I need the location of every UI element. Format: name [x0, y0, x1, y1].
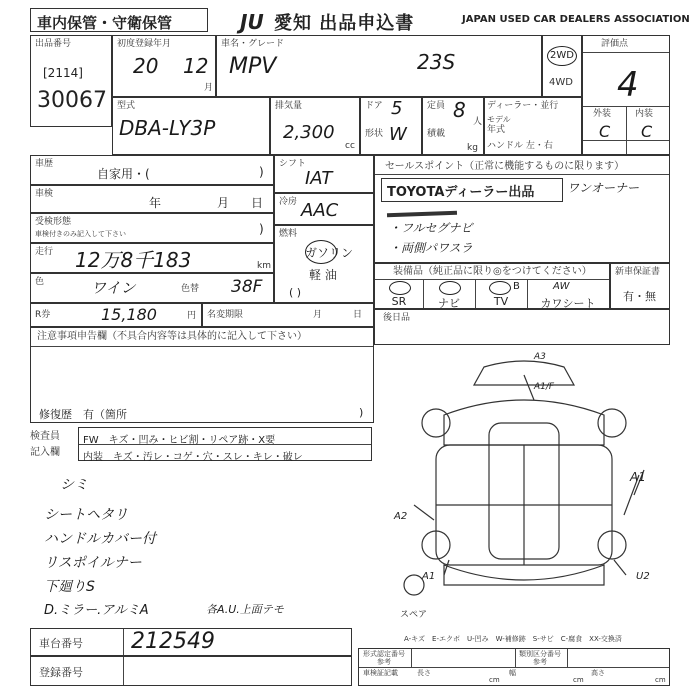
warranty-box: [610, 263, 670, 309]
shift-box: [274, 155, 374, 193]
drive-2wd-circled: 2WD: [547, 46, 577, 66]
equip-aw-mark: AW: [553, 281, 570, 292]
fuel-other: ( ): [289, 286, 302, 299]
notes-label: 注意事項申告欄（不具合内容等は具体的に記入して下さい）: [37, 331, 307, 342]
equip-circle: [489, 281, 511, 295]
first-reg-label: 初度登録年月: [117, 39, 172, 49]
name-change-label: 名変期限: [207, 310, 244, 320]
cert-cm: cm: [655, 676, 666, 684]
selling-point: ・両側パワスラ: [389, 241, 473, 255]
fuel-label: 燃料: [279, 229, 298, 239]
grade-box: [582, 35, 670, 155]
dealer-box: [484, 97, 582, 155]
car-rear: [444, 565, 604, 585]
cert-height: 高さ: [591, 669, 605, 677]
recv-form-label: 受検形態: [35, 217, 72, 227]
first-reg-box: [112, 35, 216, 97]
spare-wheel: [404, 575, 424, 595]
model-label: 車名・グレード: [221, 39, 285, 49]
name-change-day: 日: [353, 310, 363, 320]
displacement-label: 排気量: [275, 101, 303, 111]
equipment-box: [374, 263, 610, 309]
storage-badge-text: 車内保管・守衛保管: [37, 14, 173, 32]
warranty-value: 有・無: [623, 290, 656, 303]
model-name: MPV: [229, 54, 277, 79]
model-grade: 23S: [417, 50, 456, 74]
recv-form-close: ): [259, 222, 264, 236]
color-box: [30, 273, 274, 303]
tax-label: R券: [35, 310, 51, 320]
drive-4wd: 4WD: [549, 77, 573, 88]
mileage-box: [30, 243, 274, 273]
displacement-value: 2,300: [283, 122, 335, 143]
remark-line: 下廻りS: [44, 579, 95, 595]
reg-no-box: [30, 656, 352, 686]
after-label: 後日品: [383, 313, 411, 323]
chassis-number: 212549: [131, 629, 215, 654]
warranty-label: 新車保証書: [615, 267, 661, 277]
type-box: [112, 97, 270, 155]
recv-form-box: [30, 213, 274, 243]
lot-number: 30067: [37, 88, 107, 113]
fuel-gas-circle: [305, 240, 337, 264]
history-close: ): [259, 165, 264, 179]
inspection-day: 日: [251, 196, 264, 210]
lot-label: 出品番号: [35, 39, 72, 49]
lot-box: [30, 35, 112, 127]
car-diagram: [374, 345, 670, 635]
fuel-gas: ガソリン: [305, 246, 354, 260]
mileage-value: 12万8千183: [75, 248, 192, 272]
cert-class-label: 類別区分番号: [519, 650, 561, 658]
grade-score: 4: [617, 65, 639, 105]
storage-badge: [30, 8, 208, 32]
after-box: [374, 309, 670, 345]
recv-form-note: 車検付きのみ記入して下さい: [35, 230, 126, 238]
history-value: 自家用・(: [97, 167, 150, 181]
inspector-row-interior: 内装 キズ・汚レ・コゲ・穴・スレ・キレ・破レ: [83, 452, 303, 463]
car-roof-outline: [474, 361, 574, 385]
remark-line: D.ミラー.アルミA: [44, 603, 149, 618]
cert-reg-label: 車検証記載: [363, 669, 398, 677]
history-label: 車歴: [35, 159, 54, 169]
interior-grade: C: [641, 122, 653, 141]
form-title: 愛知 出品申込書: [274, 13, 415, 34]
remark-line: ハンドルカバー付: [44, 531, 156, 547]
cert-width: 幅: [509, 669, 516, 677]
grade-label: 評価点: [601, 39, 629, 49]
damage-mark: A1: [630, 470, 646, 484]
doors-label: ドア: [365, 101, 383, 111]
selling-label: セールスポイント（正常に機能するものに限ります）: [385, 161, 625, 172]
color-code: 38F: [231, 277, 263, 297]
fuel-box: [274, 225, 374, 303]
ac-box: [274, 193, 374, 225]
dealer-parallel-label: ディーラー・並行: [487, 101, 559, 111]
cert-type-label: 形式認定番号: [363, 650, 405, 658]
reg-no-label: 登録番号: [39, 666, 83, 679]
damage-legend: A-キズ E-エクボ U-凹み W-補修跡 S-サビ C-腐食 XX-交換済: [404, 635, 622, 643]
tax-unit: 円: [187, 311, 197, 321]
cert-box: [358, 648, 670, 686]
interior-label: 内装: [635, 109, 654, 119]
doors-box: [360, 97, 422, 155]
history-box: [30, 155, 274, 185]
remark-line: 各A.U.上面テモ: [206, 603, 284, 616]
name-change-box: [202, 303, 374, 327]
cert-cm: cm: [489, 676, 500, 684]
mileage-unit: km: [257, 261, 271, 271]
damage-mark: A2: [394, 511, 408, 522]
load-unit: kg: [467, 143, 478, 153]
cert-length: 長さ: [417, 669, 431, 677]
inspector-box: [78, 427, 372, 461]
wheel-front-right: [598, 409, 626, 437]
fuel-diesel: 軽 油: [309, 268, 337, 282]
dealer-year-label: 年式: [487, 125, 506, 135]
shape-value: W: [389, 124, 407, 145]
damage-mark: A1/F: [534, 382, 555, 392]
doors-value: 5: [391, 98, 403, 119]
inspection-box: [30, 185, 274, 213]
spare-label: スペア: [400, 610, 428, 620]
ac-label: 冷房: [279, 197, 298, 207]
color-value: ワイン: [91, 279, 136, 297]
capacity-box: [422, 97, 484, 155]
chassis-box: [30, 628, 352, 656]
cert-class-sub: 参考: [533, 658, 547, 666]
tax-value: 15,180: [101, 305, 157, 324]
first-reg-year: 20: [133, 54, 159, 78]
cert-cm: cm: [573, 676, 584, 684]
equip-sr: SR: [391, 295, 407, 308]
cert-type-sub: 参考: [377, 658, 391, 666]
lot-bracket: [2114]: [43, 66, 83, 80]
inspector-row-exterior: FW キズ・凹み・ヒビ割・リペア跡・X要: [83, 435, 276, 446]
equip-tv: TV: [493, 295, 509, 308]
ac-value: AAC: [301, 200, 339, 221]
equip-circle: [389, 281, 411, 295]
capacity-unit: 人: [473, 117, 483, 127]
equip-navi: ナビ: [438, 297, 460, 310]
damage-mark: A1: [422, 571, 436, 582]
inspection-month: 月: [217, 196, 230, 210]
name-change-month: 月: [313, 310, 323, 320]
color-label: 色: [35, 277, 45, 287]
repair-close: ): [359, 406, 364, 419]
capacity-label: 定員: [427, 101, 446, 111]
exterior-label: 外装: [593, 109, 612, 119]
equip-circle: [439, 281, 461, 295]
drive-box: [542, 35, 582, 97]
strike-scribble: [387, 211, 457, 217]
tax-box: [30, 303, 202, 327]
chassis-label: 車台番号: [39, 637, 83, 650]
capacity-value: 8: [453, 98, 466, 122]
displacement-box: [270, 97, 360, 155]
inspection-year: 年: [149, 196, 162, 210]
inspection-label: 車検: [35, 189, 54, 199]
exterior-grade: C: [599, 122, 611, 141]
color-swap-label: 色替: [181, 284, 200, 294]
selling-point: ・フルセグナビ: [389, 221, 473, 235]
association-name: JAPAN USED CAR DEALERS ASSOCIATION: [462, 14, 690, 25]
shift-value: IAT: [305, 168, 333, 189]
inspector-entry-label: 記入欄: [30, 447, 60, 458]
one-owner: ワンオーナー: [567, 181, 640, 195]
mileage-label: 走行: [35, 247, 54, 257]
type-label: 型式: [117, 101, 136, 111]
model-box: [216, 35, 542, 97]
notes-box: [30, 327, 374, 423]
first-reg-month-unit: 月: [204, 83, 214, 93]
repair-history: 修復歴 有（箇所: [39, 408, 127, 421]
first-reg-month: 12: [183, 54, 209, 78]
damage-mark: U2: [636, 571, 650, 582]
equip-b-mark: B: [513, 281, 520, 292]
inspector-label: 検査員: [30, 431, 60, 442]
equipment-label: 装備品（純正品に限り◎をつけてください）: [393, 266, 592, 277]
remark-line: リスポイルナー: [44, 555, 142, 571]
selling-box: [374, 155, 670, 263]
wheel-front-left: [422, 409, 450, 437]
ju-logo: JU: [240, 10, 264, 34]
displacement-unit: cc: [345, 141, 355, 151]
dealer-model-label: モデル: [487, 115, 511, 124]
load-label: 積載: [427, 129, 446, 139]
type-value: DBA-LY3P: [119, 116, 216, 140]
shape-label: 形状: [365, 129, 384, 139]
damage-mark: A3: [534, 352, 546, 362]
handle-label: ハンドル 左・右: [487, 141, 553, 151]
shift-label: シフト: [279, 159, 307, 169]
equip-leather: カワシート: [540, 297, 596, 310]
remark-line: シートヘタリ: [44, 507, 128, 523]
remark-line: シミ: [60, 477, 88, 493]
dealer-tag: TOYOTAディーラー出品: [387, 185, 535, 200]
